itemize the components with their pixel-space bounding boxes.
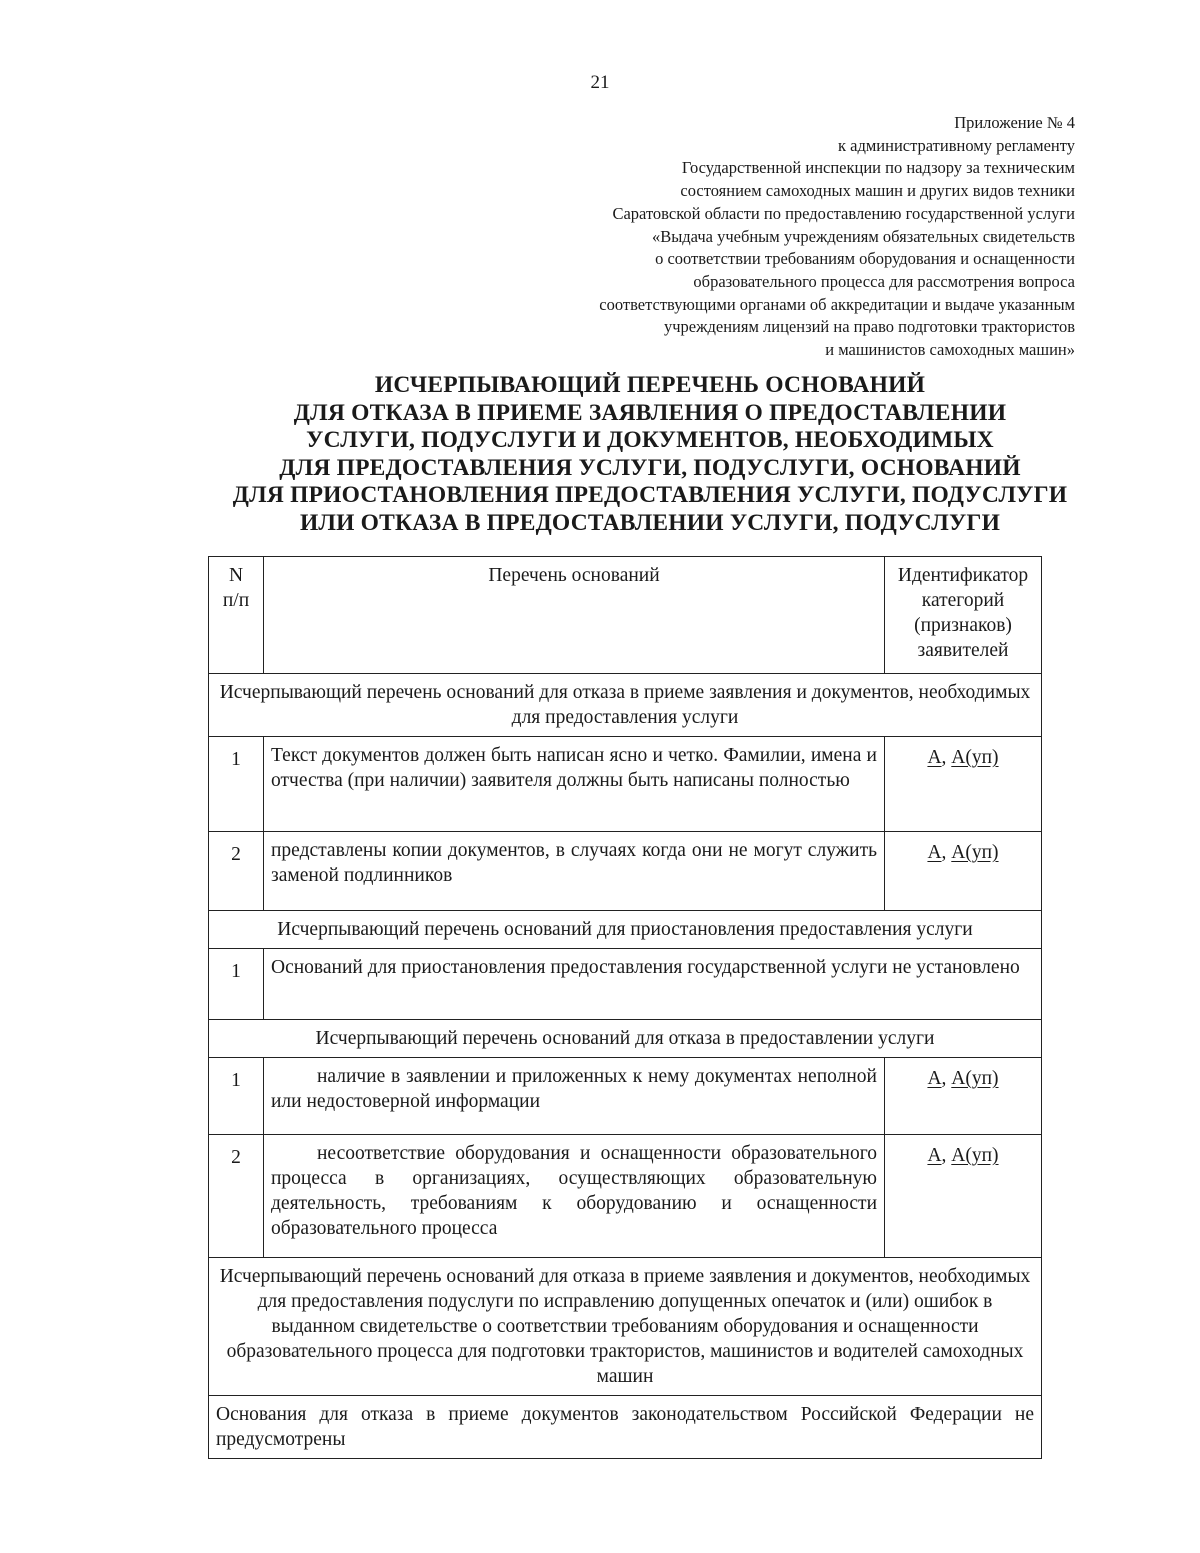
heading-line: УСЛУГИ, ПОДУСЛУГИ И ДОКУМЕНТОВ, НЕОБХОДИМЫХ	[306, 427, 994, 453]
table-header-row	[209, 557, 1042, 674]
section-row	[209, 1258, 1042, 1396]
table-row	[209, 949, 1042, 1020]
heading-line: ДЛЯ ПРЕДОСТАВЛЕНИЯ УСЛУГИ, ПОДУСЛУГИ, ОСНОВАНИЙ	[279, 454, 1021, 481]
table-row	[209, 1058, 1042, 1135]
appendix-line: «Выдача учебным учреждениям обязательных свидетельств	[651, 226, 1075, 246]
appendix-line: Саратовской области по предоставлению государственной услуги	[612, 203, 1075, 223]
header-num-line1: N	[228, 565, 244, 586]
heading-line: ДЛЯ ПРИОСТАНОВЛЕНИЯ ПРЕДОСТАВЛЕНИЯ УСЛУГИ, ПОДУСЛУГИ	[232, 482, 1068, 508]
section-title: Исчерпывающий перечень оснований для отказа в предоставлении услуги	[209, 1020, 1042, 1058]
appendix-line: учреждениям лицензий на право подготовки трактористов	[663, 317, 1075, 337]
header-grounds: Перечень оснований	[264, 557, 885, 674]
section-title: Исчерпывающий перечень оснований для отказа в приеме заявления и документов, необходимых для предоставления подуслуги по исправлению допущенных опечаток и (или) ошибок в выданном свидетельстве о соответствии требованиям оборудования и оснащенности образовательного процесса для подготовки трактористов, машинистов и водителей самоходных машин	[209, 1258, 1042, 1396]
grounds-table	[208, 556, 1042, 1459]
row-ids	[885, 737, 1042, 832]
row-text: представлены копии документов, в случаях когда они не могут служить заменой подлинников	[264, 832, 885, 911]
heading-line: ДЛЯ ОТКАЗА В ПРИЕМЕ ЗАЯВЛЕНИЯ О ПРЕДОСТАВЛЕНИИ	[293, 399, 1007, 426]
id-sep: ,	[941, 1145, 952, 1166]
id-link-aup[interactable]: А(уп)	[951, 842, 999, 863]
row-ids	[885, 1058, 1042, 1135]
id-link-aup[interactable]: А(уп)	[951, 1145, 999, 1166]
section-row	[209, 674, 1042, 737]
row-text: Основания для отказа в приеме документов законодательством Российской Федерации не предусмотрены	[209, 1396, 1042, 1459]
id-link-a[interactable]: А	[927, 842, 942, 863]
section-title: Исчерпывающий перечень оснований для приостановления предоставления услуги	[209, 911, 1042, 949]
row-number: 1	[209, 1058, 264, 1135]
header-ids: Идентификатор категорий (признаков) заявителей	[885, 557, 1042, 674]
row-text: несоответствие оборудования и оснащенности образовательного процесса в организациях, осуществляющих образовательную деятельность, требованиям к оборудованию и оснащенности образовательного процесса	[264, 1135, 885, 1258]
appendix-line: образовательного процесса для рассмотрения вопроса	[693, 271, 1075, 291]
appendix-line: Приложение № 4	[954, 113, 1075, 132]
id-link-a[interactable]: А	[927, 1068, 942, 1089]
id-link-aup[interactable]: А(уп)	[951, 1068, 999, 1089]
appendix-line: и машинистов самоходных машин»	[825, 340, 1075, 360]
row-text: Оснований для приостановления предоставления государственной услуги не установлено	[264, 949, 1042, 1020]
section-title: Исчерпывающий перечень оснований для отказа в приеме заявления и документов, необходимых для предоставления услуги	[209, 674, 1042, 737]
appendix-block	[455, 112, 1075, 362]
appendix-line: к административному регламенту	[838, 135, 1075, 155]
id-sep: ,	[941, 747, 952, 768]
heading-line: ИЛИ ОТКАЗА В ПРЕДОСТАВЛЕНИИ УСЛУГИ, ПОДУСЛУГИ	[299, 509, 1001, 536]
id-link-a[interactable]: А	[927, 747, 942, 768]
row-number: 2	[209, 1135, 264, 1258]
section-row	[209, 1020, 1042, 1058]
row-number: 1	[209, 737, 264, 832]
id-link-a[interactable]: А	[927, 1145, 942, 1166]
header-num	[209, 557, 264, 674]
id-sep: ,	[941, 1068, 952, 1089]
row-number: 2	[209, 832, 264, 911]
id-sep: ,	[941, 842, 952, 863]
table-row	[209, 832, 1042, 911]
row-number: 1	[209, 949, 264, 1020]
row-text: наличие в заявлении и приложенных к нему документах неполной или недостоверной информации	[264, 1058, 885, 1135]
page-number: 21	[590, 72, 610, 93]
table-row	[209, 737, 1042, 832]
heading-line: ИСЧЕРПЫВАЮЩИЙ ПЕРЕЧЕНЬ ОСНОВАНИЙ	[374, 372, 926, 398]
appendix-line: соответствующими органами об аккредитации и выдаче указанным	[599, 294, 1075, 314]
row-ids	[885, 1135, 1042, 1258]
section-row	[209, 911, 1042, 949]
table-row	[209, 1396, 1042, 1459]
appendix-line: Государственной инспекции по надзору за техническим	[681, 158, 1075, 178]
row-ids	[885, 832, 1042, 911]
table-row	[209, 1135, 1042, 1258]
document-heading	[150, 372, 1150, 537]
appendix-line: о соответствии требованиям оборудования и оснащенности	[655, 249, 1075, 269]
header-num-line2: п/п	[222, 590, 250, 611]
appendix-line: состоянием самоходных машин и других видов техники	[680, 181, 1075, 201]
row-text: Текст документов должен быть написан ясно и четко. Фамилии, имена и отчества (при наличии) заявителя должны быть написаны полностью	[264, 737, 885, 832]
id-link-aup[interactable]: А(уп)	[951, 747, 999, 768]
